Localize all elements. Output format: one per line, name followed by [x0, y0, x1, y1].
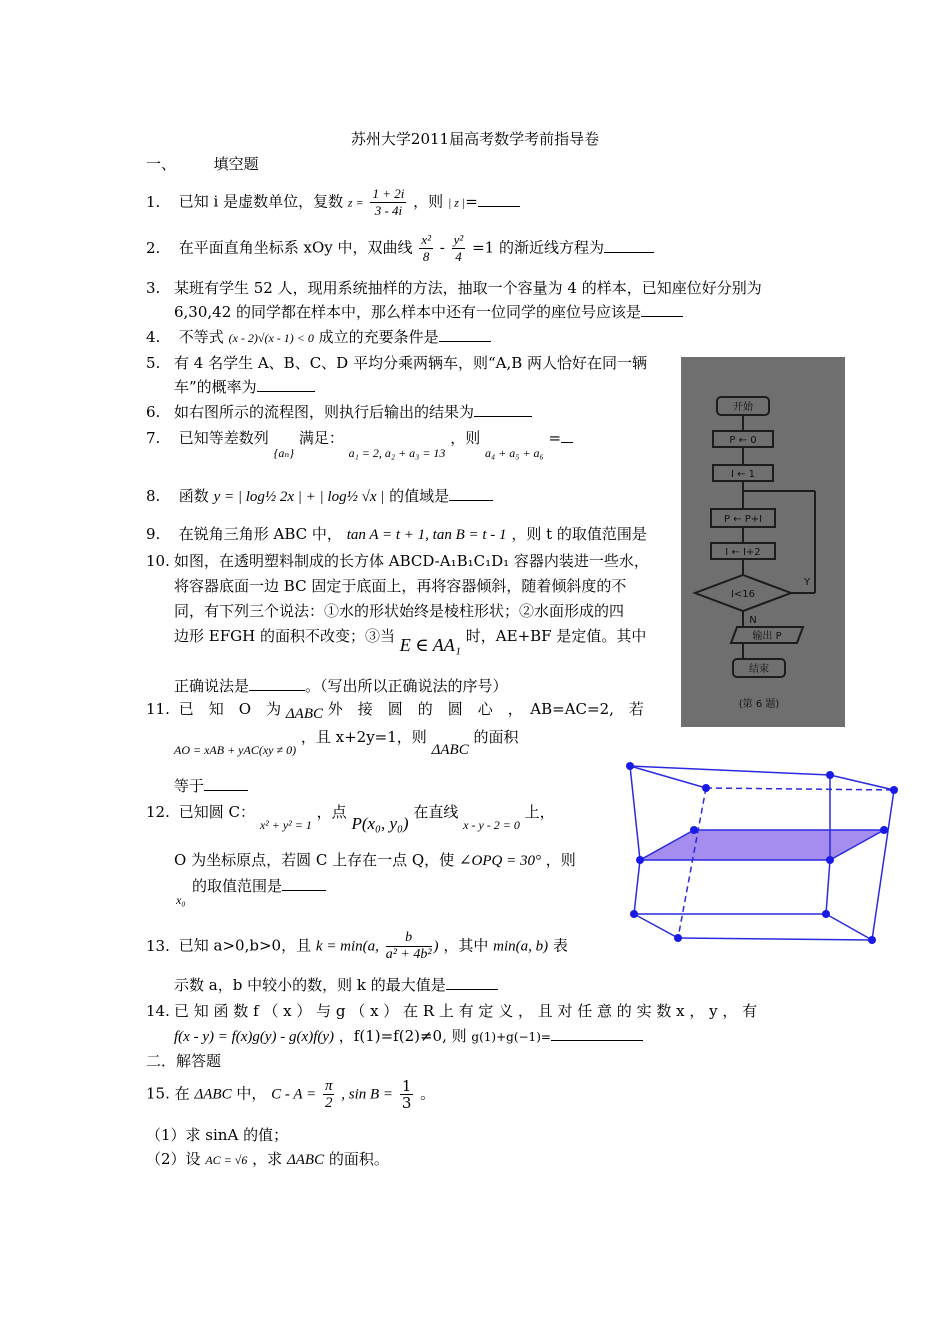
question-14 [146, 1000, 757, 1021]
question-10-line5 [174, 675, 508, 696]
water-surface [640, 830, 884, 860]
flowchart-figure [681, 357, 845, 727]
math-expression: ΔABC [285, 706, 324, 722]
vertex-dot [868, 936, 876, 944]
question-number: 11. [146, 700, 170, 718]
cuboid-diagram [626, 760, 934, 950]
math-expression: ΔABC [286, 1152, 325, 1168]
math-expression: z = [347, 195, 364, 210]
question-number: 5. [146, 354, 161, 372]
question-9 [146, 523, 647, 544]
question-text: 。（写出所以正确说法的序号） [305, 677, 508, 695]
question-text: 中， [236, 1084, 267, 1103]
question-text: （2）设 [146, 1150, 201, 1168]
question-text: 同，有下列三个说法：①水的形状始终是棱柱形状；②水面形成的四 [174, 602, 625, 620]
flow-label: I ← I+2 [725, 547, 761, 558]
math-expression: x² + y² = 1 [259, 818, 312, 832]
vertex-dot [690, 826, 698, 834]
question-14-line2 [174, 1025, 643, 1046]
flow-label: P ← P+I [723, 514, 763, 525]
vertex-dot [630, 910, 638, 918]
question-text: 函数 [178, 487, 209, 505]
math-expression: y = | log½ 2x | + | log½ √x | [213, 489, 385, 505]
fraction: $\frac{1 + 2i}{3 - 4i}$ [372, 186, 405, 218]
question-text: 如右图所示的流程图，则执行后输出的结果为 [174, 403, 475, 421]
math-expression: ΔABC [194, 1086, 232, 1103]
question-text: 边形 EFGH 的面积不改变；③当 [174, 627, 395, 645]
fraction: $\frac{\text{y²}}{4}$ [453, 232, 464, 264]
question-text: ，其中 [443, 936, 489, 955]
answer-blank[interactable] [282, 876, 326, 891]
question-12-line2 [174, 849, 576, 870]
vertex-dot [702, 784, 710, 792]
question-12-line3 [192, 875, 326, 896]
question-3-line2 [174, 301, 683, 322]
math-expression: a₁ = 2, a₂ + a₃ = 13 [348, 446, 446, 460]
question-text: 外 接 圆 的 圆 心 ， AB=AC=2, 若 [327, 700, 644, 718]
section-two-heading: 二．解答题 [146, 1052, 222, 1070]
math-expression: ∠OPQ = 30° [458, 853, 541, 869]
math-expression: {aₙ} [273, 446, 295, 460]
question-text: ，求 [252, 1150, 283, 1168]
question-text: 已 知 函 数 f （ x ） 与 g （ x ） 在 R 上 有 定 义 ， 且 对 任 意 的 实 数 x ， y ， 有 [174, 1002, 758, 1020]
question-text: 已知等差数列 [178, 429, 269, 447]
answer-blank[interactable] [446, 975, 498, 990]
section-label: 填空题 [213, 155, 259, 173]
question-number: 2. [146, 238, 161, 257]
math-expression: a₄ + a₅ + a₆ [485, 446, 544, 460]
section-num: 一、 [146, 155, 177, 173]
math-expression: k = min(a, [315, 938, 379, 955]
question-text: ，且 x+2y=1，则 [300, 728, 427, 746]
vertex-dot [626, 762, 634, 770]
question-3 [146, 277, 762, 298]
question-text: 已知圆 C： [178, 803, 256, 821]
question-number: 3. [146, 279, 161, 297]
question-2: 2. 在平面直角坐标系 xOy 中，双曲线 $\frac{\text{x²}}{8}$ - $\frac{\text{y²}}{4}$ =1 的渐近线方程为 [146, 232, 654, 265]
question-text: 的面积。 [328, 1150, 389, 1168]
question-text: ，点 [316, 803, 347, 821]
question-10 [146, 550, 649, 571]
question-text: 示数 a，b 中较小的数，则 k 的最大值是 [174, 976, 446, 994]
question-text: 在平面直角坐标系 xOy 中，双曲线 [178, 238, 413, 257]
question-11 [146, 698, 644, 722]
vertex-dot [822, 910, 830, 918]
answer-blank[interactable] [204, 776, 248, 791]
math-expression: g(1)+g(−1)= [471, 1030, 551, 1044]
question-text: 在锐角三角形 ABC 中， [178, 525, 342, 543]
question-15: 15. 在 ΔABC 中， C - A = $\frac{\pi}{2}$ , sin B = $\frac{1}{3}$ 。 [146, 1077, 436, 1112]
question-text: 有 4 名学生 A、B、C、D 平均分乘两辆车，则“A,B 两人恰好在同一辆 [174, 354, 648, 372]
question-13-line2 [174, 974, 498, 995]
math-expression: ΔABC [431, 742, 469, 758]
answer-blank[interactable] [551, 1026, 643, 1041]
vertex-dot [826, 771, 834, 779]
math-expression: tan A = t + 1, tan B = t - 1 [346, 527, 507, 543]
question-text: 某班有学生 52 人，现用系统抽样的方法，抽取一个容量为 4 的样本，已知座位好分别为 [174, 279, 762, 297]
question-text: 将容器底面一边 BC 固定于底面上，再将容器倾斜，随着倾斜度的不 [174, 577, 627, 595]
answer-blank[interactable] [474, 402, 532, 417]
math-expression: min(a, b) [493, 938, 549, 955]
question-number: 7. [146, 429, 161, 447]
math-expression: , sin B = [341, 1086, 394, 1103]
page-title: 苏州大学2011届高考数学考前指导卷 [350, 130, 600, 148]
question-number: 9. [146, 525, 161, 543]
question-text: 的取值范围是 [192, 877, 283, 895]
question-text: =1 的渐近线方程为 [472, 238, 604, 257]
question-text: 不等式 [178, 328, 224, 346]
flow-label: 开始 [733, 402, 753, 413]
answer-blank[interactable] [561, 428, 573, 443]
question-5 [146, 352, 647, 373]
flow-label: 输出 P [752, 631, 782, 642]
question-number: 6. [146, 403, 161, 421]
question-number: 8. [146, 487, 161, 505]
question-text: ，则 t 的取值范围是 [511, 525, 647, 543]
flow-label: I ← 1 [730, 469, 756, 480]
question-text: O 为坐标原点，若圆 C 上存在一点 Q，使 [174, 851, 455, 869]
math-expression: x₀ [176, 893, 186, 907]
answer-blank[interactable] [478, 192, 520, 207]
question-12 [146, 801, 555, 833]
answer-blank[interactable] [249, 676, 305, 691]
fraction: $\frac{b}{\text{a² + 4b²}}$ [385, 930, 432, 962]
question-number: 10. [146, 552, 170, 570]
question-7: 7. 已知等差数列 $_{\{a_n\}}$ 满足： $_{a_1 = 2, a_2 + a_3 = 13}$ ，则 $_{a_4 + a_5 + a_6}$ = [146, 427, 573, 448]
question-text: ，则 [413, 192, 444, 211]
question-6 [146, 401, 532, 422]
question-number: 14. [146, 1002, 170, 1020]
math-expression: (x - 2)√(x - 1) < 0 [228, 331, 314, 345]
question-15-part2 [146, 1148, 389, 1169]
vertex-dot [674, 934, 682, 942]
math-expression: x - y - 2 = 0 [463, 818, 520, 832]
question-number: 15. [146, 1084, 170, 1103]
math-expression: E ∈ AA₁ [399, 635, 461, 655]
question-text: 时，AE+BF 是定值。其中 [465, 627, 647, 645]
question-number: 4. [146, 328, 161, 346]
flow-label: P ← 0 [729, 435, 757, 446]
flow-caption: (第 6 题) [738, 699, 780, 710]
question-text: 的面积 [473, 728, 519, 746]
fraction: $\frac{\pi}{2}$ [324, 1078, 333, 1111]
question-text: 已知 a>0,b>0，且 [178, 936, 312, 955]
question-text: 表 [552, 936, 568, 955]
question-11-line3 [174, 775, 248, 796]
math-expression: P(x₀, y₀) [351, 814, 409, 833]
question-1: 1. 已知 i 是虚数单位，复数 z = $\frac{1 + 2i}{3 - 4i}$ ，则 | z |= [146, 186, 520, 219]
answer-blank[interactable] [439, 327, 491, 342]
answer-blank[interactable] [449, 486, 493, 501]
flow-label: Y [803, 577, 811, 588]
question-number: 12. [146, 803, 170, 821]
question-text: 满足： [298, 429, 344, 447]
question-10-line4 [174, 625, 647, 655]
question-text: ，f(1)=f(2)≠0, 则 [338, 1027, 467, 1045]
math-expression: AC = √6 [205, 1153, 248, 1167]
math-expression: AO = xAB + yAC(xy ≠ 0) [174, 743, 297, 757]
question-text: 已 知 O 为 [178, 700, 282, 718]
question-text: 上， [524, 803, 555, 821]
question-number: 13. [146, 936, 170, 955]
question-text: 等于 [174, 777, 205, 795]
math-expression: | z | [447, 195, 466, 210]
answer-blank[interactable] [641, 302, 683, 317]
answer-blank[interactable] [257, 377, 315, 392]
question-text: 成立的充要条件是 [318, 328, 439, 346]
vertex-dot [826, 856, 834, 864]
question-text: ，则 [450, 429, 481, 447]
question-text: 6,30,42 的同学都在样本中，那么样本中还有一位同学的座位号应该是 [174, 303, 642, 321]
question-text: 已知 i 是虚数单位，复数 [178, 192, 344, 211]
math-expression: C - A = [271, 1086, 317, 1103]
question-4 [146, 326, 491, 347]
vertex-dot [880, 826, 888, 834]
answer-blank[interactable] [604, 238, 654, 253]
section-one-heading [146, 153, 259, 174]
vertex-dot [636, 856, 644, 864]
question-number: 1. [146, 192, 161, 211]
fraction: $\frac{1}{3}$ [401, 1077, 412, 1112]
question-5-line2 [174, 376, 315, 397]
question-text: 车”的概率为 [174, 378, 257, 396]
flow-label: I<16 [730, 589, 756, 600]
question-13: 13. 已知 a>0,b>0，且 k = min(a, $\frac{b}{\text{a² + 4b²}}$ ) ，其中 min(a, b) 表 [146, 930, 568, 962]
cuboid-figure [626, 760, 934, 950]
question-text: 的值域是 [389, 487, 450, 505]
question-text: 如图，在透明塑料制成的长方体 ABCD-A₁B₁C₁D₁ 容器内装进一些水， [174, 552, 649, 570]
question-8 [146, 485, 493, 506]
fraction: $\frac{\text{x²}}{8}$ [421, 232, 432, 264]
flow-label: 结束 [749, 664, 769, 675]
question-text: 在 [174, 1084, 190, 1103]
question-text: 正确说法是 [174, 677, 250, 695]
question-text: 在直线 [413, 803, 459, 821]
question-text: （1）求 sinA 的值； [146, 1126, 289, 1144]
flowchart-diagram [681, 357, 845, 727]
flow-label: N [749, 615, 757, 626]
question-text: ，则 [545, 851, 576, 869]
vertex-dot [890, 786, 898, 794]
math-expression: f(x - y) = f(x)g(y) - g(x)f(y) [174, 1029, 335, 1045]
